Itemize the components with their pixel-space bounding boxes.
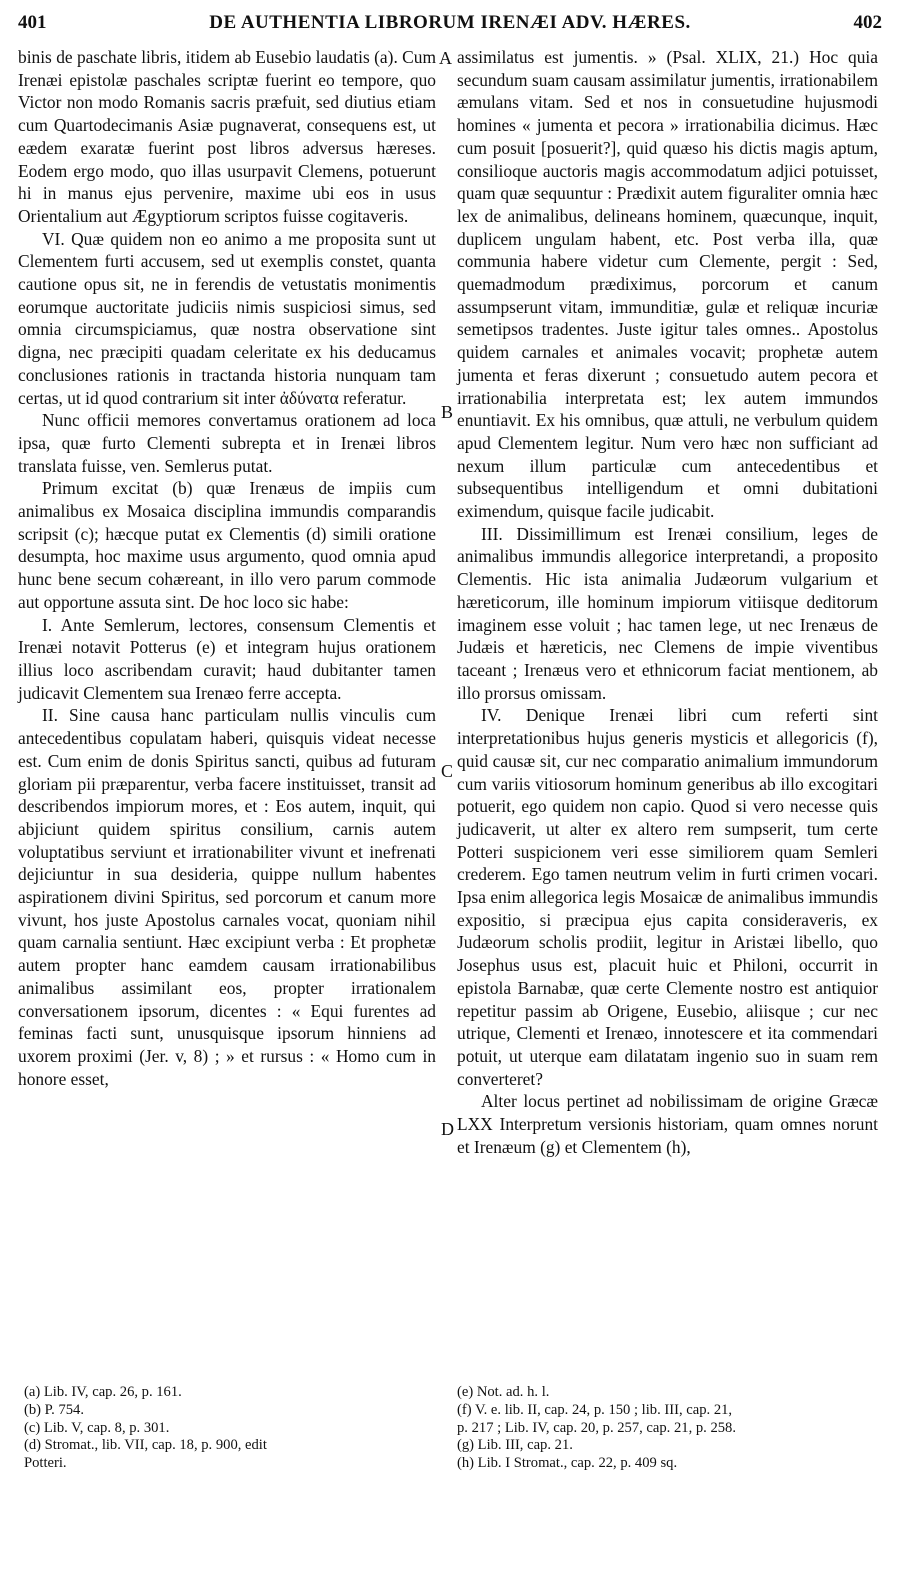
- margin-letter-d: D: [441, 1119, 454, 1139]
- paragraph: III. Dissimillimum est Irenæi consilium, leges de animalibus immundis allegorice interpretandi, a proposito Clementis. Hic ista animalia Judæorum vulgarium et hæreticorum, ille hominum impiorum vitiisque deditorum imaginem esse voluit ; hac tamen lege, ut nec Irenæus de Judæis et hæreticis, nec Clemens de impie viventibus taceant ; Irenæus vero et ethnicorum faciat mentionem, ab illo prorsus omissam.: [457, 523, 878, 703]
- footnote: p. 217 ; Lib. IV, cap. 20, p. 257, cap. 21, p. 258.: [457, 1419, 737, 1436]
- page-number-left: 401: [18, 12, 47, 33]
- footnote: Potteri.: [24, 1455, 67, 1472]
- footnote: (e) Not. ad. h. l.: [457, 1384, 550, 1400]
- page-header: [18, 12, 882, 40]
- margin-letter-c: C: [441, 761, 454, 781]
- left-column: [18, 46, 436, 1090]
- margin-letter-a: A: [439, 48, 452, 68]
- footnotes-right: [457, 1384, 878, 1473]
- footnotes-left: [24, 1384, 434, 1473]
- paragraph: Nunc officii memores convertamus orationem ad loca ipsa, quæ furto Clementi subrepta et in Irenæi libros translata fuisse, ven. Semlerus putat.: [18, 410, 436, 476]
- footnote: (d) Stromat., lib. VII, cap. 18, p. 900, edit: [24, 1437, 267, 1454]
- paragraph: Primum excitat (b) quæ Irenæus de impiis cum animalibus ex Mosaica disciplina immundis comparandis scripsit (c); hæcque putat ex Clementis (d) simili oratione desumpta, hoc maxime usus argumento, quod omnia apud hunc bene secum cohæreant, in illo vero parum commode aut opportune assuta sint. De hoc loco sic habe:: [18, 478, 436, 612]
- footnote: (g) Lib. III, cap. 21.: [457, 1437, 573, 1454]
- paragraph: Alter locus pertinet ad nobilissimam de origine Græcæ LXX Interpretum versionis historiam, quam omnes norunt et Irenæum (g) et Clementem (h),: [457, 1091, 878, 1157]
- paragraph: II. Sine causa hanc particulam nullis vinculis cum antecedentibus copulatam haberi, quisquis videat necesse est. Cum enim de donis Spiritus sancti, quibus ad futuram gloriam pii præparentur, verba facere instituisset, transit ad describendos impiorum mores, et : Eos autem, inquit, qui abjiciunt quidem spiritus consilium, carnis autem voluptatibus serviunt et irrationabiliter vivunt et inefrenati dejiciuntur in sua desideria, quippe nullum habentes aspirationem divini Spiritus, sed porcorum et canum more vivunt, hos juste Apostolus carnales vocat, quoniam nihil quam carnalia sentiunt. Hæc excipiunt verba : Et prophetæ autem propter hanc eamdem causam irrationabilibus animalibus assimilant eos, propter irrationalem conversationem ipsorum, dicentes : « Equi furentes ad feminas facti sunt, unusquisque ipsorum hinniens ad uxorem proximi (Jer. v, 8) ; » et rursus : « Homo cum in honore esset,: [18, 705, 436, 1089]
- footnote: (c) Lib. V, cap. 8, p. 301.: [24, 1419, 170, 1436]
- page-number-right: 402: [853, 12, 882, 33]
- right-column: [457, 46, 878, 1158]
- footnote: (h) Lib. I Stromat., cap. 22, p. 409 sq.: [457, 1455, 678, 1472]
- footnote: (f) V. e. lib. II, cap. 24, p. 150 ; lib. III, cap. 21,: [457, 1401, 733, 1418]
- running-title: DE AUTHENTIA LIBRORUM IRENÆI ADV. HÆRES.: [209, 12, 691, 33]
- paragraph: I. Ante Semlerum, lectores, consensum Clementis et Irenæi notavit Potterus (e) et integram hujus orationem illius loco ascribendam curavit; haud dubitanter tamen judicavit Clementem sua Irenæo ferre accepta.: [18, 614, 436, 703]
- paragraph: assimilatus est jumentis. » (Psal. XLIX, 21.) Hoc quia secundum suam causam assimilatur jumentis, irrationabilem æmulans vitam. Sed et nos in consuetudine hujusmodi homines « jumenta et pecora » irrationabilia dicimus. Hæc cum posuit [posuerit?], quid quæso his dictis magis aptum, consilioque auctoris magis accommodatum adjici potuisset, quam quæ sequuntur : Prædixit autem figuraliter omnia hæc lex de animalibus, delineans hominem, quæcunque, inquit, duplicem ungulam habent, etc. Post verba illa, quæ communia habere videtur cum Clemente, pergit : Sed, quemadmodum prædiximus, porcorum et canum assumpserunt vitam, immunditiæ, gulæ et reliquæ incuriæ semetipsos tradentes. Juste igitur tales omnes.. Apostolus quidem carnales et animales vocavit; prophetæ autem jumenta et feras dixerunt ; consuetudo autem pecora et irrationabilia interpretata est; lex autem immundos enuntiavit. Ex his omnibus, quæ attuli, ne verbulum quidem apud Clementem legitur. Num vero hæc non sufficiant ad nexum illum particulæ cum antecedentibus et subsequentibus intelligendum et omni dubitationi eximendum, quisque facile judicabit.: [457, 47, 878, 522]
- paragraph: VI. Quæ quidem non eo animo a me proposita sunt ut Clementem furti accusem, sed ut exemplis constet, quanta cautione opus sit, ne in ferendis de vetustatis monimentis eorumque auctoritate judiciis nimis suspiciosi simus, sed omnia circumspiciamus, quæ nostra observatione sint digna, nec præcipiti quadam celeritate ex his deducamus conclusiones rationis in tractanda historia nunquam tam certas, ut id quod contrarium sit inter ἀδύνατα referatur.: [18, 228, 436, 408]
- footnote: (a) Lib. IV, cap. 26, p. 161.: [24, 1384, 182, 1400]
- paragraph: binis de paschate libris, itidem ab Eusebio laudatis (a). Cum Irenæi epistolæ paschales scriptæ fuerint eo tempore, quo Victor non modo Romanis sacris præfuit, sed diutius etiam cum Quartodecimanis Asiæ pugnaverat, consequens est, ut eædem exaratæ fuerint post libros adversus hæreses. Eodem ergo modo, quo illas usurpavit Clemens, potuerunt hi in manus ejus pervenire, maxime ubi eos in usus Orientalium aut Ægyptiorum scriptos fuisse cogitaveris.: [18, 47, 436, 226]
- paragraph: IV. Denique Irenæi libri cum referti sint interpretationibus hujus generis mysticis et allegoricis (f), quid causæ sit, cur nec comparatio animalium immundorum cum variis vitiosorum hominum generibus ab illo excogitari potuerit, ego quidem non capio. Quod si vero necesse quis judicaverit, ut alter ex altero rem sumpserit, tum certe Potteri suspicionem veri esse similiorem quam Semleri crederem. Ego tamen neutrum velim in furti crimen vocari. Ipsa enim allegorica legis Mosaicæ de animalibus immundis expositio, si præcipua ejus capita consideraveris, ex Judæorum scholis prodiit, legitur in Aristæi libello, quo Josephus usus est, placuit huic et Philoni, occurrit in epistola Barnabæ, quæ certe Clemente nostro est antiquior repetitur passim ab Origene, Eusebio, aliisque ; cur nec utrique, Clementi et Irenæo, innotescere et ita commendari potuit, ut uterque eam dilatatam ingenio suo in suam rem converteret?: [457, 705, 878, 1089]
- margin-letter-b: B: [441, 402, 454, 422]
- footnote: (b) P. 754.: [24, 1401, 84, 1418]
